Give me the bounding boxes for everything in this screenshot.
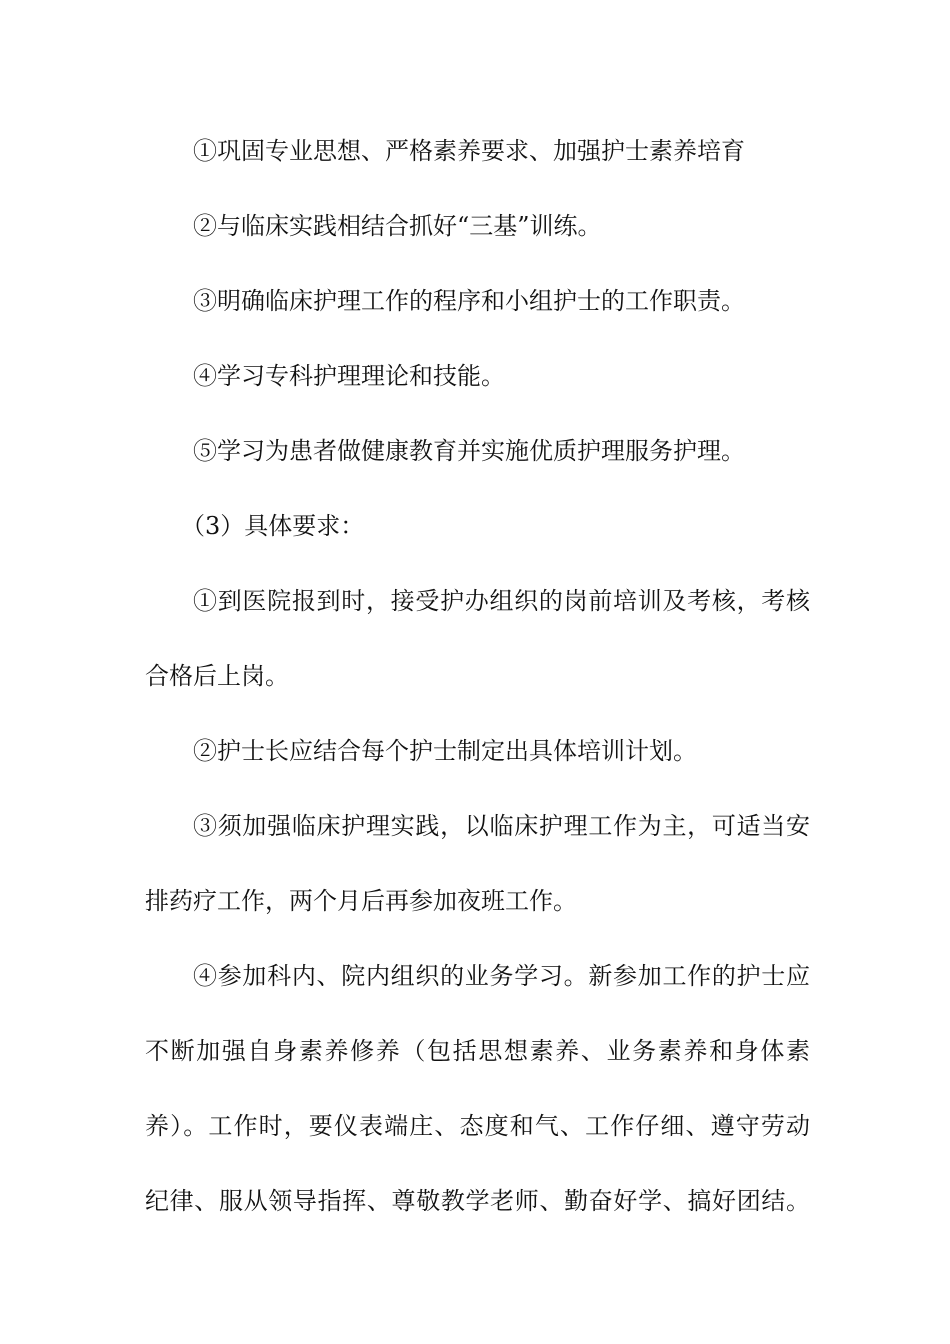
paragraph-line: ②护士长应结合每个护士制定出具体培训计划。 (193, 737, 697, 765)
paragraph-line: 合格后上岗。 (145, 662, 289, 690)
section-heading-requirements: （3）具体要求： (181, 512, 365, 540)
list-item-health-education: ⑤学习为患者做健康教育并实施优质护理服务护理。 (193, 437, 745, 465)
paragraph-line: 纪律、服从领导指挥、尊敬教学老师、勤奋好学、搞好团结。 (145, 1187, 810, 1215)
list-item-consolidate-thinking: ①巩固专业思想、严格素养要求、加强护士素养培育 (193, 137, 745, 165)
paragraph-line: 排药疗工作，两个月后再参加夜班工作。 (145, 887, 577, 915)
paragraph-line: ③须加强临床护理实践，以临床护理工作为主，可适当安 (193, 812, 810, 840)
paragraph-line: ①到医院报到时，接受护办组织的岗前培训及考核，考核 (193, 587, 810, 615)
list-item-specialty-learning: ④学习专科护理理论和技能。 (193, 362, 505, 390)
paragraph-line: ④参加科内、院内组织的业务学习。新参加工作的护士应 (193, 962, 810, 990)
list-item-three-basics: ②与临床实践相结合抓好“三基”训练。 (193, 212, 602, 240)
list-item-work-procedures: ③明确临床护理工作的程序和小组护士的工作职责。 (193, 287, 745, 315)
paragraph-line: 养）。工作时，要仪表端庄、态度和气、工作仔细、遵守劳动 (145, 1112, 810, 1140)
paragraph-line: 不断加强自身素养修养（包括思想素养、业务素养和身体素 (145, 1037, 810, 1065)
